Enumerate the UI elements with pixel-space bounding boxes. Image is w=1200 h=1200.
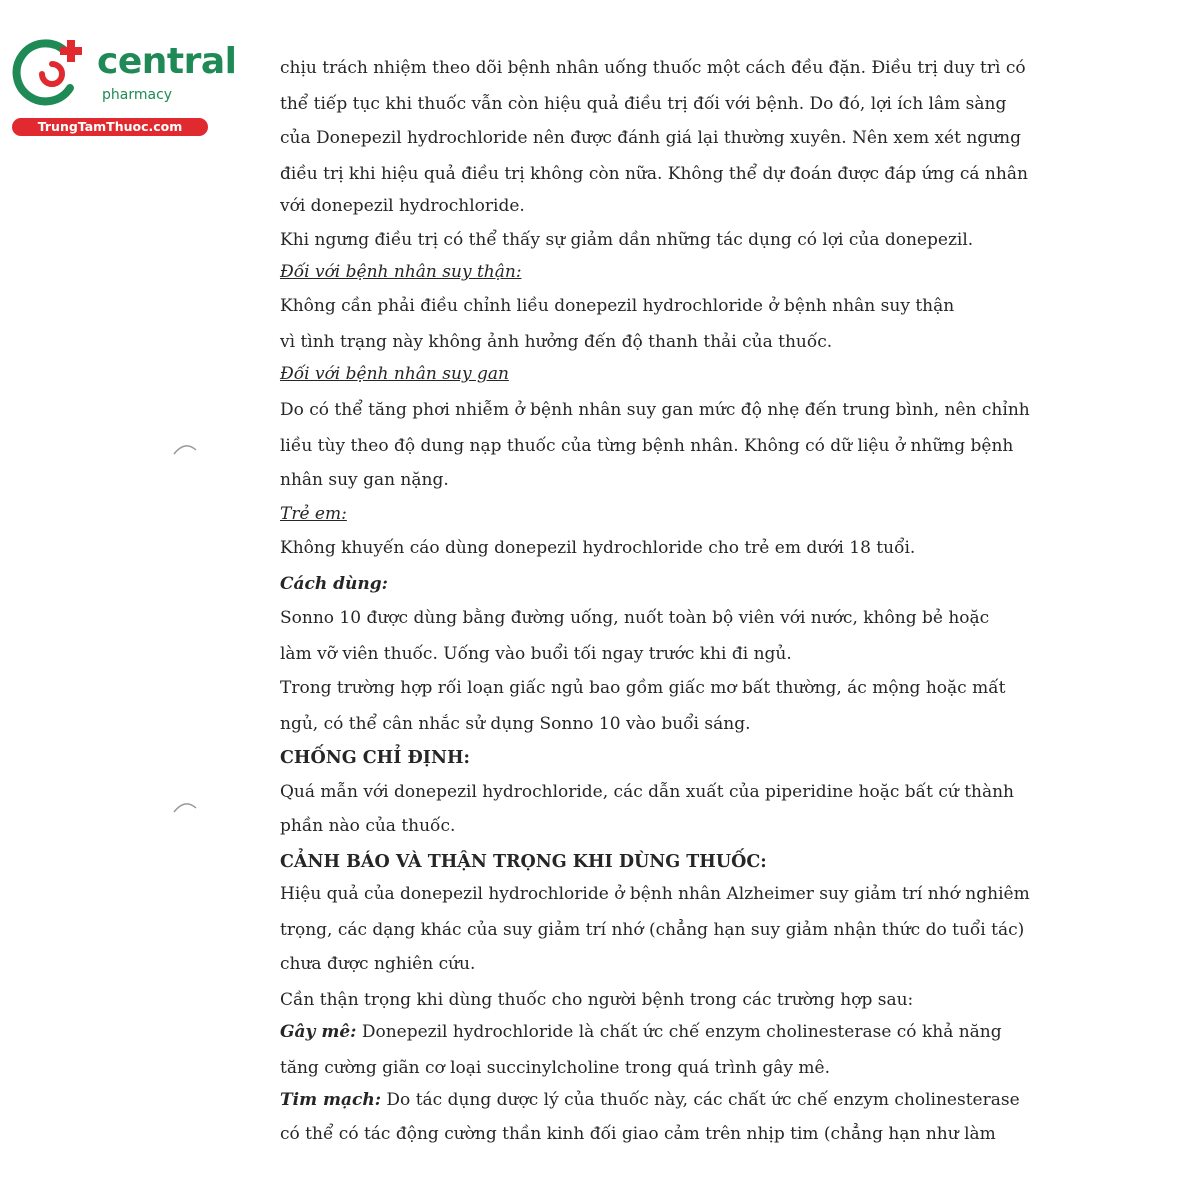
inline-label: Tim mạch: <box>280 1090 382 1110</box>
body-line: chưa được nghiên cứu. <box>280 954 476 974</box>
subheading: Trẻ em: <box>280 504 347 524</box>
labeled-paragraph-line <box>280 1022 1002 1042</box>
line-text: Donepezil hydrochloride là chất ức chế enzym cholinesterase có khả năng <box>356 1022 1002 1042</box>
body-line: của Donepezil hydrochloride nên được đánh giá lại thường xuyên. Nên xem xét ngưng <box>280 128 1021 148</box>
line-text: Do tác dụng dược lý của thuốc này, các chất ức chế enzym cholinesterase <box>381 1090 1020 1110</box>
body-line: Cần thận trọng khi dùng thuốc cho người bệnh trong các trường hợp sau: <box>280 990 914 1010</box>
body-line: Không cần phải điều chỉnh liều donepezil hydrochloride ở bệnh nhân suy thận <box>280 296 955 316</box>
section-heading: CẢNH BÁO VÀ THẬN TRỌNG KHI DÙNG THUỐC: <box>280 852 767 872</box>
section-label: Cách dùng: <box>280 574 388 594</box>
body-line: điều trị khi hiệu quả điều trị không còn nữa. Không thể dự đoán được đáp ứng cá nhân <box>280 164 1028 184</box>
body-line: vì tình trạng này không ảnh hưởng đến độ thanh thải của thuốc. <box>280 332 833 352</box>
body-line: với donepezil hydrochloride. <box>280 196 525 216</box>
body-line: có thể có tác động cường thần kinh đối giao cảm trên nhịp tim (chẳng hạn như làm <box>280 1124 996 1144</box>
inline-label: Gây mê: <box>280 1022 357 1042</box>
logo-mark-icon <box>12 36 92 116</box>
body-line: nhân suy gan nặng. <box>280 470 449 490</box>
body-line: liều tùy theo độ dung nạp thuốc của từng bệnh nhân. Không có dữ liệu ở những bệnh <box>280 436 1014 456</box>
subheading: Đối với bệnh nhân suy thận: <box>280 262 522 282</box>
punch-hole-mark <box>172 800 198 814</box>
body-line: phần nào của thuốc. <box>280 816 456 836</box>
body-line: Hiệu quả của donepezil hydrochloride ở bệnh nhân Alzheimer suy giảm trí nhớ nghiêm <box>280 884 1030 904</box>
body-line: Quá mẫn với donepezil hydrochloride, các dẫn xuất của piperidine hoặc bất cứ thành <box>280 782 1015 802</box>
body-line: thể tiếp tục khi thuốc vẫn còn hiệu quả điều trị đối với bệnh. Do đó, lợi ích lâm sàng <box>280 94 1007 114</box>
body-line: Trong trường hợp rối loạn giấc ngủ bao gồm giấc mơ bất thường, ác mộng hoặc mất <box>280 678 1006 698</box>
logo-url-badge: TrungTamThuoc.com <box>12 118 208 136</box>
body-line: Do có thể tăng phơi nhiễm ở bệnh nhân suy gan mức độ nhẹ đến trung bình, nên chỉnh <box>280 400 1030 420</box>
body-line: Sonno 10 được dùng bằng đường uống, nuốt toàn bộ viên với nước, không bẻ hoặc <box>280 608 990 628</box>
body-line: Khi ngưng điều trị có thể thấy sự giảm dần những tác dụng có lợi của donepezil. <box>280 230 974 250</box>
section-heading: CHỐNG CHỈ ĐỊNH: <box>280 748 470 768</box>
body-line: trọng, các dạng khác của suy giảm trí nhớ (chẳng hạn suy giảm nhận thức do tuổi tác) <box>280 920 1025 940</box>
body-line: làm vỡ viên thuốc. Uống vào buổi tối ngay trước khi đi ngủ. <box>280 644 792 664</box>
body-line: chịu trách nhiệm theo dõi bệnh nhân uống thuốc một cách đều đặn. Điều trị duy trì có <box>280 58 1026 78</box>
body-line: Không khuyến cáo dùng donepezil hydrochloride cho trẻ em dưới 18 tuổi. <box>280 538 916 558</box>
subheading: Đối với bệnh nhân suy gan <box>280 364 509 384</box>
central-pharmacy-logo <box>12 36 237 136</box>
body-line: ngủ, có thể cân nhắc sử dụng Sonno 10 vào buổi sáng. <box>280 714 751 734</box>
labeled-paragraph-line <box>280 1090 1020 1110</box>
body-line: tăng cường giãn cơ loại succinylcholine trong quá trình gây mê. <box>280 1058 830 1078</box>
logo-brand-name: central <box>97 41 237 82</box>
punch-hole-mark <box>172 442 198 456</box>
logo-tagline: pharmacy <box>102 87 173 103</box>
